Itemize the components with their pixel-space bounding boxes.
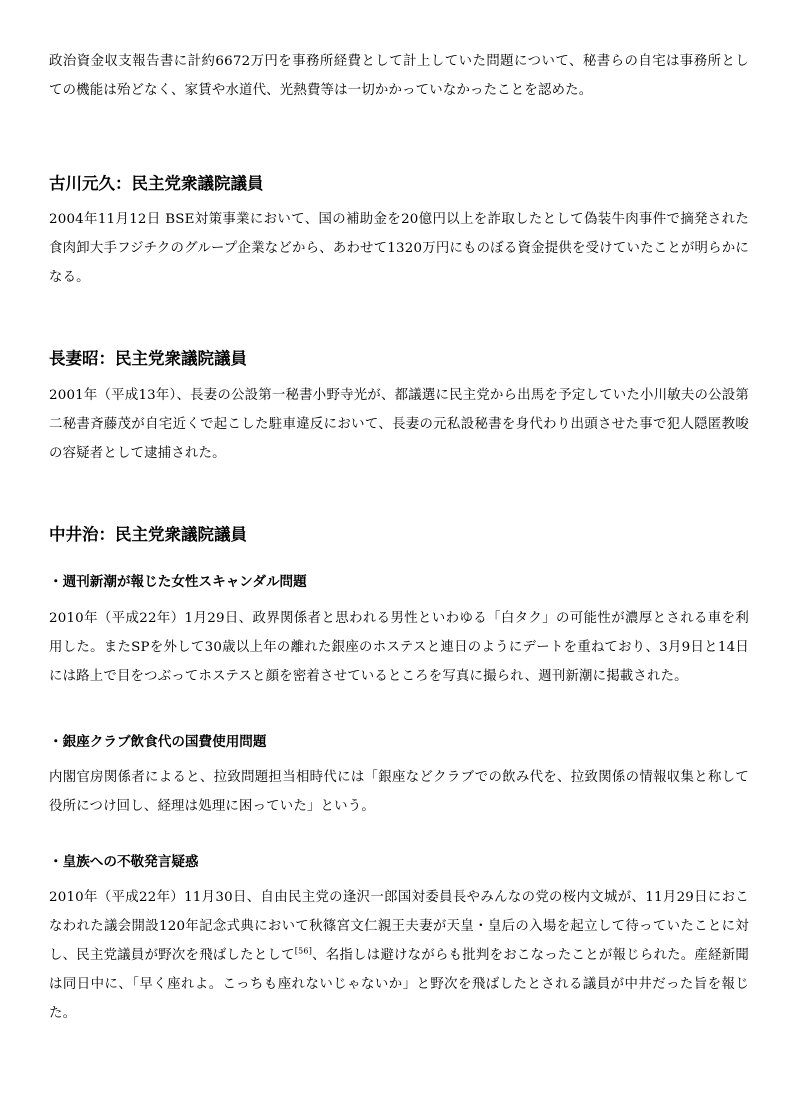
- section-body-furukawa: 2004年11月12日 BSE対策事業において、国の補助金を20億円以上を詐取したとして偽装牛肉事件で摘発された食肉卸大手フジチクのグループ企業などから、あわせて1320万円にものぼる資金提供を受けていたことが明らかになる。: [49, 212, 749, 285]
- section-heading-furukawa: 古川元久：民主党衆議院議員: [49, 174, 264, 193]
- section-heading-nakai: 中井治：民主党衆議院議員: [49, 525, 247, 544]
- section-heading-nagatsuma: 長妻昭：民主党衆議院議員: [49, 349, 247, 368]
- subsection-title-shincho: ・週刊新潮が報じた女性スキャンダル問題: [49, 574, 307, 590]
- imperial-body-part1: 2010年（平成22年）11月30日、自由民主党の逢沢一郎国対委員長やみんなの党の桜内文城が、11月29日におこなわれた議会開設120年記念式典において秋篠宮文仁親王夫妻が天皇・皇后の入場を起立して待っていたことに対し、民主党議員が野次を飛ばしたとして: [49, 890, 749, 963]
- subsection-body-shincho: 2010年（平成22年）1月29日、政界関係者と思われる男性といわゆる「白タク」の可能性が濃厚とされる車を利用した。またSPを外して30歳以上年の離れた銀座のホステスと連日のようにデートを重ねており、3月9日と14日には路上で目をつぶってホステスと顔を密着させているところを写真に撮られ、週刊新潮に掲載された。: [49, 611, 749, 684]
- section-body-nagatsuma: 2001年（平成13年）、長妻の公設第一秘書小野寺光が、都議選に民主党から出馬を予定していた小川敏夫の公設第二秘書斉藤茂が自宅近くで起こした駐車違反において、長妻の元私設秘書を身代わり出頭させた事で犯人隠匿教唆の容疑者として逮捕された。: [49, 388, 749, 461]
- subsection-body-imperial: [49, 883, 749, 1028]
- intro-paragraph: 政治資金収支報告書に計約6672万円を事務所経費として計上していた問題について、秘書らの自宅は事務所としての機能は殆どなく、家賃や水道代、光熱費等は一切かかっていなかったことを認めた。: [49, 54, 749, 98]
- citation-56[interactable]: [56]: [294, 946, 313, 956]
- subsection-body-ginza: 内閣官房関係者によると、拉致問題担当相時代には「銀座などクラブでの飲み代を、拉致関係の情報収集と称して役所につけ回し、経理は処理に困っていた」という。: [49, 770, 749, 814]
- subsection-title-ginza: ・銀座クラブ飲食代の国費使用問題: [49, 734, 267, 750]
- subsection-title-imperial: ・皇族への不敬発言疑惑: [49, 854, 199, 870]
- imperial-body-part2: 、名指しは避けながらも批判をおこなったことが報じられた。産経新聞は同日中に、「早く座れよ。こっちも座れないじゃないか」と野次を飛ばしたとされる議員が中井だった旨を報じた。: [49, 948, 749, 1021]
